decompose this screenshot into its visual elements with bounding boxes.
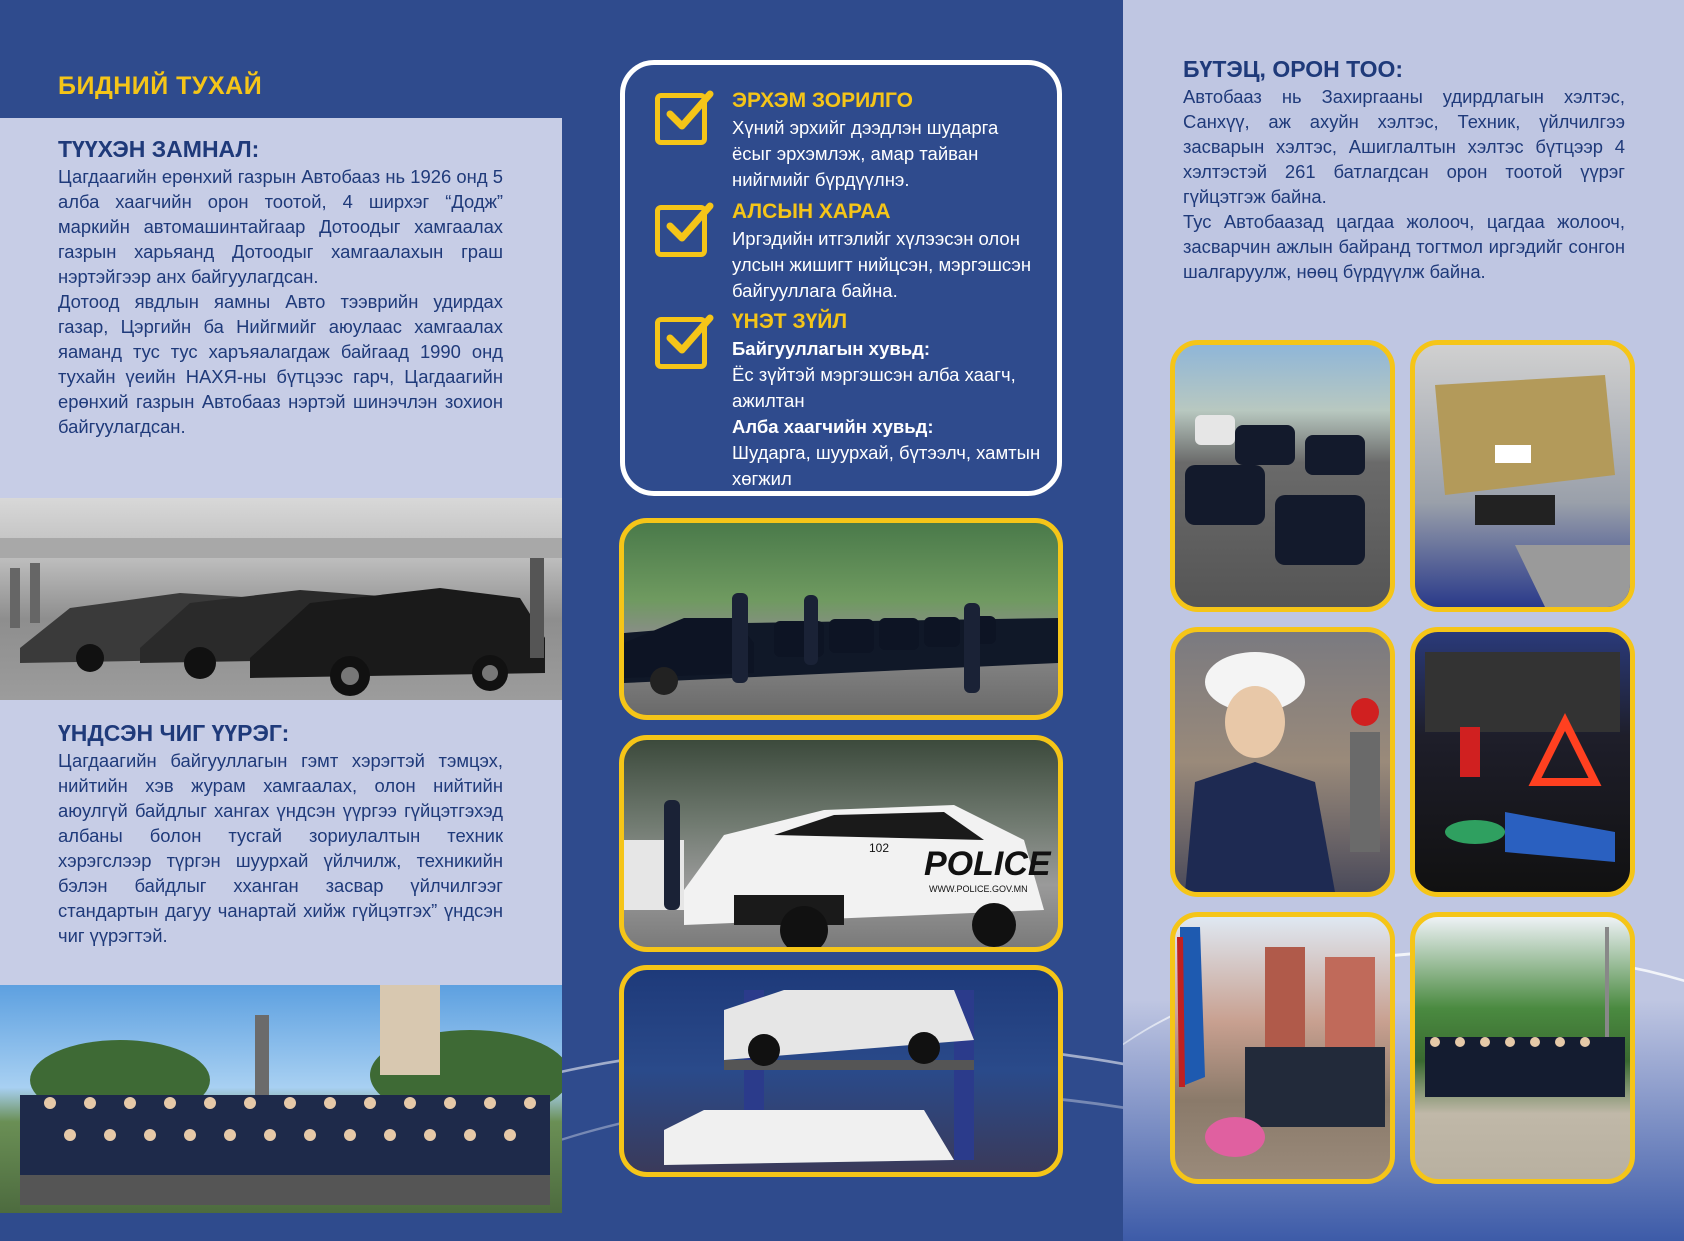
history-title: ТҮҮХЭН ЗАМНАЛ:: [58, 136, 260, 162]
trunk-kit-illustration: [1415, 632, 1630, 892]
police-car-lettering: POLICE: [924, 845, 1051, 883]
car-number-lettering: 102: [869, 841, 890, 855]
staff-group-photo: [0, 985, 562, 1213]
historic-cars-illustration: [0, 498, 562, 700]
structure-paragraph-2: Тус Автобаазад цагдаа жолооч, цагдаа жолооч, засварчин ажлын байранд тогтмол иргэдийг сонгон шалгаруулж, нөөц бүрдүүлж байна.: [1183, 211, 1625, 282]
structure-paragraph-1: Автобааз нь Захиргааны удирдлагын хэлтэс, Санхүү, аж ахуйн хэлтэс, Техник, үйлчилгээ засварын хэлтэс, Ашиглалтын хэлтэс бүтцээр 4 хэлтэстэй 261 батлагдсан орон тоотой үүрэг гүйцэтгэж байна.: [1183, 86, 1625, 207]
checkbox-icon: [655, 205, 707, 257]
mission-text: Хүний эрхийг дээдлэн шударга ёсыг эрхэмлэж, амар тайван нийгмийг бүрдүүлнэ.: [732, 117, 999, 190]
core-value-text: [732, 336, 1042, 492]
police-site-lettering: WWW.POLICE.GOV.MN: [929, 884, 1028, 894]
police-cars-lineup-photo: [619, 518, 1063, 720]
parking-lot-illustration: [1175, 345, 1390, 607]
police-suv-illustration: [624, 740, 1058, 947]
structure-text: [1183, 84, 1625, 284]
about-title: БИДНИЙ ТУХАЙ: [58, 72, 263, 100]
suv-on-lift-illustration: [1415, 345, 1630, 607]
officer-helmet-illustration: [1175, 632, 1390, 892]
lineup-illustration: [624, 523, 1058, 715]
suv-on-lift-photo: [1410, 340, 1635, 612]
org-text: Ёс зүйтэй мэргэшсэн алба хаагч, ажилтан: [732, 364, 1016, 411]
staff-label: Алба хаагчийн хувьд:: [732, 416, 934, 437]
duty-text: Цагдаагийн байгууллагын гэмт хэрэгтэй тэмцэх, нийтийн хэв журам хамгаалах, олон нийтийн аюулгүй байдлыг хангах үндсэн үүргээ гүйцэтгэхэд албаны болон тусгай зориулалтын техник хэрэгслээр түргэн шуурхай үйлчилж, техникийн бэлэн байдлыг хханган засвар үйлчилгээг стандартын дагуу чанартай хийж гүйцэтгэх” үндсэн чиг үүрэгтэй.: [58, 750, 503, 946]
officers-marching-photo: [1410, 912, 1635, 1184]
repair-lift-illustration: [624, 970, 1058, 1172]
left-panel: [0, 0, 562, 1241]
values-box: [620, 60, 1062, 496]
vision-title: АЛСЫН ХАРАА: [732, 200, 891, 223]
ceremony-flag-photo: [1170, 912, 1395, 1184]
structure-title: БҮТЭЦ, ОРОН ТОО:: [1183, 56, 1404, 82]
history-paragraph-2: Дотоод явдлын яамны Авто тээврийн удирдах газар, Цэргийн ба Нийгмийг аюулаас хамгаалах яаманд тус тус харъяалагдаж байгаад 1990 онд тухайн үеийн НАХЯ-ны бүтцээс гарч, Цагдаагийн ерөнхий газрын Автобааз нэртэй шинэчлэн зохион байгуулагдсан.: [58, 291, 503, 437]
history-text: [58, 164, 503, 439]
staff-text: Шударга, шуурхай, бүтээлч, хамтын хөгжил: [732, 442, 1041, 489]
parking-lot-photo: [1170, 340, 1395, 612]
officer-in-helmet-photo: [1170, 627, 1395, 897]
historic-cars-photo: [0, 498, 562, 700]
marching-illustration: [1415, 917, 1630, 1179]
core-value-title: ҮНЭТ ЗҮЙЛ: [732, 310, 848, 333]
vision-text: Иргэдийн итгэлийг хүлээсэн олон улсын жишигт нийцсэн, мэргэшсэн байгууллага байна.: [732, 228, 1032, 301]
car-trunk-kit-photo: [1410, 627, 1635, 897]
ceremony-illustration: [1175, 917, 1390, 1179]
checkbox-icon: [655, 93, 707, 145]
duty-title: ҮНДСЭН ЧИГ ҮҮРЭГ:: [58, 720, 290, 746]
org-label: Байгууллагын хувьд:: [732, 338, 931, 359]
mission-title: ЭРХЭМ ЗОРИЛГО: [732, 89, 913, 112]
history-paragraph-1: Цагдаагийн ерөнхий газрын Автобааз нь 1926 онд 5 алба хаагчийн орон тоотой, 4 ширхэг “Додж” маркийн автомашинтайгаар Дотоодыг хамгаалах газрын харьяанд Дотоодыг хамгаалахын граш нэртэйгээр анх байгуулагдсан.: [58, 166, 503, 287]
police-suv-photo: [619, 735, 1063, 952]
group-photo-illustration: [0, 985, 562, 1213]
checkbox-icon: [655, 317, 707, 369]
repair-lift-photo: [619, 965, 1063, 1177]
